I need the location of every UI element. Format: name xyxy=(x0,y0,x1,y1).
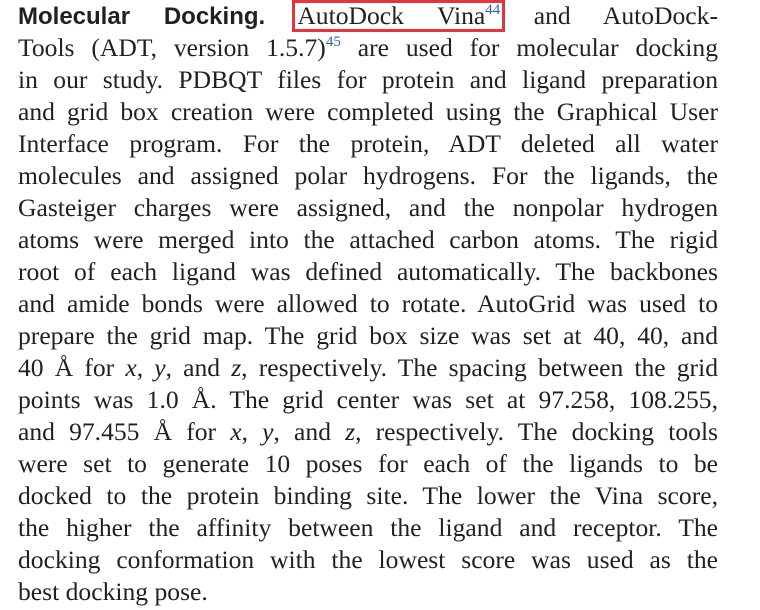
text-segment: are used for molecular docking xyxy=(340,33,718,62)
highlighted-term-text: AutoDock Vina xyxy=(297,1,486,30)
text-line: prepare the grid map. The grid box size was set at 40, 40, and xyxy=(18,321,718,350)
variable-y: y xyxy=(262,417,274,446)
text-line: molecules and assigned polar hydrogens. For the ligands, the xyxy=(18,161,718,190)
text-segment: and AutoDock- xyxy=(500,1,718,30)
text-segment: , and xyxy=(165,353,232,382)
text-segment: and 97.455 Å for xyxy=(18,417,231,446)
text-line: were set to generate 10 poses for each of the ligands to be xyxy=(18,449,718,478)
text-line: root of each ligand was defined automatically. The backbones xyxy=(18,257,718,286)
text-segment: , xyxy=(136,353,155,382)
text-line: in our study. PDBQT files for protein and ligand preparation xyxy=(18,65,718,94)
highlighted-term xyxy=(297,1,500,30)
text-line: Gasteiger charges were assigned, and the nonpolar hydrogen xyxy=(18,193,718,222)
text-line xyxy=(18,416,718,448)
text-segment: , xyxy=(241,417,263,446)
text-segment: 40 Å for xyxy=(18,353,126,382)
text-line xyxy=(18,32,718,64)
text-segment: Tools (ADT, version 1.5.7) xyxy=(18,33,326,62)
text-segment: , and xyxy=(273,417,346,446)
citation-ref[interactable]: 45 xyxy=(325,34,341,50)
text-line: atoms were merged into the attached carbon atoms. The rigid xyxy=(18,225,718,254)
variable-x: x xyxy=(125,353,137,382)
methods-paragraph xyxy=(18,0,718,608)
section-heading: Molecular Docking. xyxy=(18,3,266,30)
text-line: docked to the protein binding site. The lower the Vina score, xyxy=(18,481,718,510)
text-line: the higher the affinity between the ligand and receptor. The xyxy=(18,513,718,542)
variable-z: z xyxy=(231,353,242,382)
citation-ref[interactable]: 44 xyxy=(485,2,501,18)
text-line: Interface program. For the protein, ADT deleted all water xyxy=(18,129,718,158)
text-segment: , respectively. The docking tools xyxy=(355,417,719,446)
variable-x: x xyxy=(230,417,242,446)
variable-z: z xyxy=(345,417,356,446)
text-line: best docking pose. xyxy=(18,577,208,606)
text-line: and amide bonds were allowed to rotate. AutoGrid was used to xyxy=(18,289,718,318)
text-line xyxy=(18,352,718,384)
text-line: and grid box creation were completed using the Graphical User xyxy=(18,97,718,126)
text-line xyxy=(18,0,718,32)
text-segment: , respectively. The spacing between the grid xyxy=(241,353,718,382)
variable-y: y xyxy=(154,353,166,382)
text-line: docking conformation with the lowest score was used as the xyxy=(18,545,718,574)
text-line: points was 1.0 Å. The grid center was set at 97.258, 108.255, xyxy=(18,385,718,414)
